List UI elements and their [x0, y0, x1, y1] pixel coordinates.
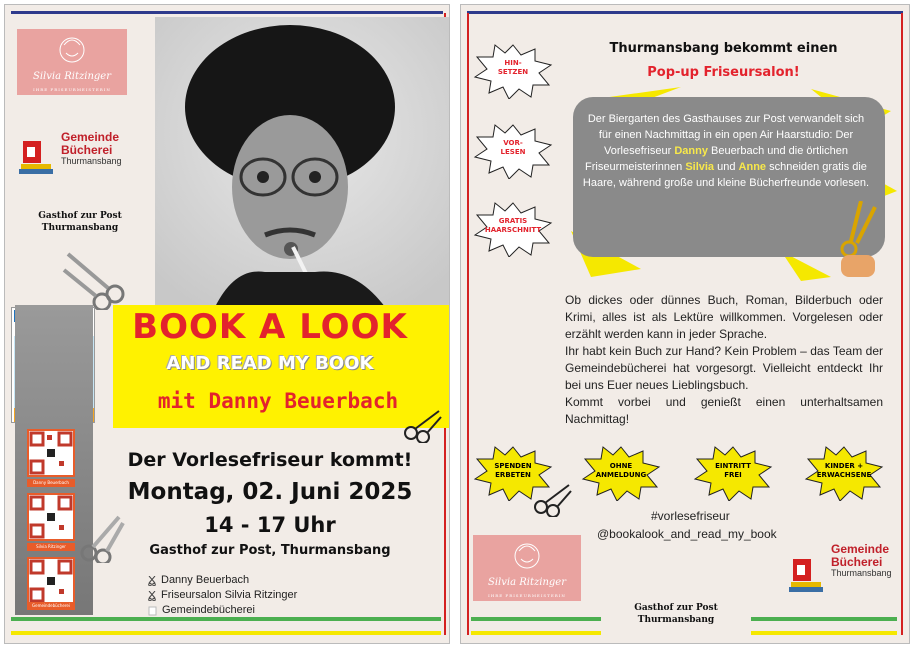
qr-label-silvia: Silvia Ritzinger [27, 543, 75, 551]
intro-highlight: Danny [674, 145, 708, 157]
hashtag: #vorlesefriseur [651, 509, 730, 523]
scissors-icon [403, 409, 443, 443]
bottom-green-rule [11, 617, 441, 621]
event-time: 14 - 17 Uhr [204, 513, 336, 537]
hand-scissors-icon [831, 201, 887, 281]
top-blue-rule [467, 11, 903, 14]
gasthof-line1: Gasthof zur Post [634, 603, 718, 613]
library-line3: Thurmansbang [61, 156, 122, 167]
event-venue: Gasthof zur Post, Thurmansbang [149, 543, 391, 558]
burst-kids-adults: KINDER + ERWACHSENE [816, 462, 872, 479]
scissors-icon [60, 250, 130, 310]
qr-label-danny: Danny Beuerbach [27, 479, 75, 487]
scissors-icon [148, 591, 156, 601]
intro-highlight: Anne [738, 161, 767, 173]
library-logo-text [61, 131, 122, 167]
burst-donations: SPENDEN ERBETEN [494, 462, 532, 479]
scissors-icon [148, 576, 156, 586]
bottom-yellow-rule [11, 631, 441, 635]
salon-logo-name: Silvia Ritzinger [33, 71, 111, 82]
qr-label-library: Gemeindebücherei [27, 602, 75, 610]
credit-item [148, 603, 297, 618]
library-line2: Bücherei [831, 555, 883, 570]
bottom-yellow-rule [471, 631, 601, 635]
salon-logo-sub: IHRE FRISEURMEISTERIN [33, 87, 111, 92]
qr-code-library[interactable] [27, 557, 75, 605]
credit-item [148, 588, 297, 603]
salon-logo [17, 29, 127, 95]
burst-no-registration: OHNE ANMELDUNG [595, 462, 647, 479]
with-danny: mit Danny Beuerbach [157, 389, 399, 413]
body-paragraph: Ob dickes oder dünnes Buch, Roman, Bilderbuch oder Krimi, alles ist als Lektüre willkommen. Vorgelesen oder erzählt werden kann in jeder Sprache. [565, 293, 883, 341]
intro-part: und [714, 161, 739, 173]
body-text [565, 292, 883, 428]
bottom-yellow-rule [751, 631, 897, 635]
intro-text [581, 111, 871, 191]
bottom-green-rule [751, 617, 897, 621]
library-line1: Gemeinde [61, 130, 120, 144]
qr-code-danny[interactable] [27, 429, 75, 477]
library-line2: Bücherei [61, 143, 113, 158]
credit-library: Gemeindebücherei [162, 604, 255, 616]
credits-list [148, 573, 297, 618]
salon-logo-face-icon [52, 33, 92, 67]
intro-part: Der Biergarten des Gasthauses zur Post verwandelt sich für einen Nachmittag in ein open Air Haarstudio: Der Vorlesefriseur [587, 113, 865, 157]
credit-salon: Friseursalon Silvia Ritzinger [161, 589, 298, 601]
left-red-rule [467, 13, 469, 635]
burst-read-aloud: VOR- LESEN [500, 139, 526, 156]
salon-logo [473, 535, 581, 601]
flyer-back-page [460, 4, 910, 644]
qr-code-silvia[interactable] [27, 493, 75, 541]
salon-logo-sub: IHRE FRISEURMEISTERIN [488, 593, 566, 598]
gasthof-line2: Thurmansbang [637, 614, 715, 625]
right-red-rule [901, 13, 903, 635]
intro-part: Beuerbach und die örtlichen Friseurmeisterinnen [585, 145, 848, 173]
library-logo-text [831, 543, 892, 579]
announcement: Der Vorlesefriseur kommt! [127, 449, 413, 471]
library-line3: Thurmansbang [831, 568, 892, 579]
library-books-icon [787, 553, 827, 597]
book-icon [148, 606, 157, 616]
flyer-front-page [4, 4, 450, 644]
title-line1: Thurmansbang bekommt einen [609, 41, 838, 56]
top-blue-rule [11, 11, 443, 14]
headline: BOOK A LOOK [132, 307, 408, 347]
title-line2: Pop-up Friseursalon! [647, 65, 800, 80]
salon-logo-name: Silvia Ritzinger [488, 577, 566, 588]
salon-logo-face-icon [507, 539, 547, 573]
subheadline: AND READ MY BOOK [166, 353, 374, 374]
gasthof-line2: Thurmansbang [41, 222, 119, 233]
bottom-green-rule [471, 617, 601, 621]
gasthof-logo [25, 211, 135, 234]
scissors-icon [533, 483, 573, 517]
burst-free-entry: EINTRITT FREI [715, 462, 751, 479]
body-paragraph: Ihr habt kein Buch zur Hand? Kein Problem – das Team der Gemeindebücherei hat vorgesorgt. Vielleicht entdeckt Ihr bei uns Euer neues Lieblingsbuch. [565, 344, 883, 392]
credit-item [148, 573, 297, 588]
instagram-handle[interactable]: @bookalook_and_read_my_book [597, 527, 777, 541]
portrait-photo [155, 17, 450, 307]
gasthof-line1: Gasthof zur Post [38, 211, 122, 221]
library-line1: Gemeinde [831, 542, 890, 556]
library-books-icon [17, 135, 57, 179]
body-paragraph: Kommt vorbei und genießt einen unterhaltsamen Nachmittag! [565, 395, 883, 426]
burst-free-haircut: GRATIS HAARSCHNITT [484, 217, 542, 234]
gasthof-logo [611, 603, 741, 626]
intro-highlight: Silvia [685, 161, 715, 173]
credit-danny: Danny Beuerbach [161, 574, 250, 586]
intro-part: schneiden gratis die Haare, während große und kleine Bücherfreunde vorlesen. [582, 161, 870, 189]
burst-sit-down: HIN- SETZEN [497, 59, 529, 76]
event-date: Montag, 02. Juni 2025 [127, 479, 413, 505]
